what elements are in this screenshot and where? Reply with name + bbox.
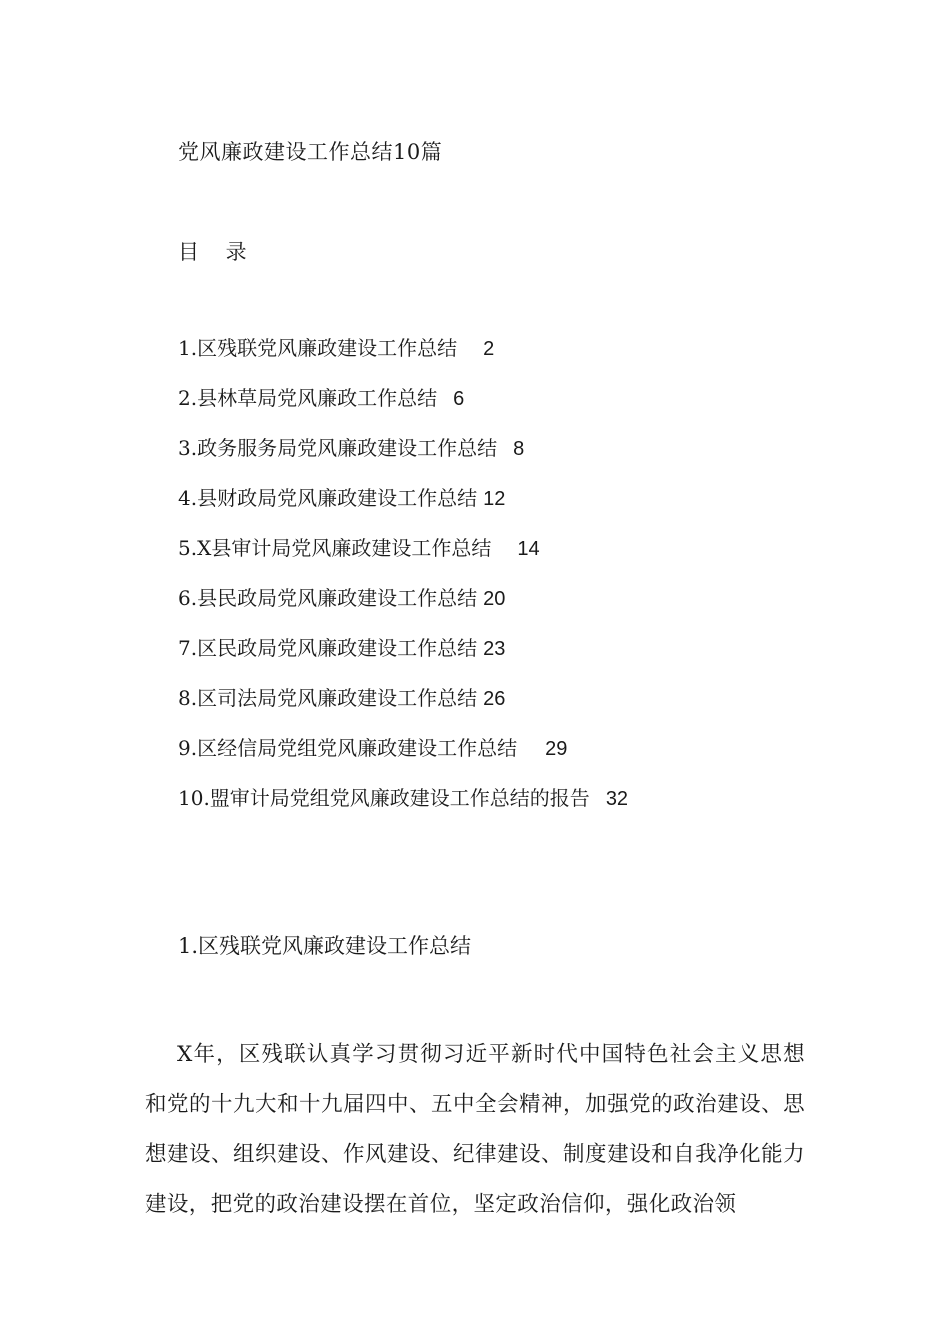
toc-item[interactable] [178, 484, 628, 534]
toc-item[interactable] [178, 534, 628, 584]
toc-item[interactable] [178, 784, 628, 834]
toc-item-page: 12 [483, 488, 506, 510]
toc-item-label: 2.县林草局党风廉政工作总结 [178, 386, 438, 410]
toc-item-page: 2 [483, 338, 495, 360]
toc-item[interactable] [178, 684, 628, 734]
toc-item-label: 7.区民政局党风廉政建设工作总结 [178, 636, 478, 660]
toc-item-label: 6.县民政局党风廉政建设工作总结 [178, 586, 478, 610]
toc-item-page: 32 [605, 788, 629, 810]
toc-item-page: 6 [453, 388, 465, 410]
toc-item-page: 26 [483, 688, 506, 710]
toc-item[interactable] [178, 334, 628, 384]
toc-item-label: 8.区司法局党风廉政建设工作总结 [178, 686, 478, 710]
table-of-contents [178, 334, 628, 834]
toc-item-label: 10.盟审计局党组党风廉政建设工作总结的报告 [178, 786, 590, 810]
section-heading: 1.区残联党风廉政建设工作总结 [178, 934, 472, 958]
toc-item[interactable] [178, 584, 628, 634]
toc-heading: 目 录 [178, 240, 257, 264]
toc-item-page: 23 [483, 638, 506, 660]
toc-item-label: 4.县财政局党风廉政建设工作总结 [178, 486, 478, 510]
body-paragraph: X年，区残联认真学习贯彻习近平新时代中国特色社会主义思想和党的十九大和十九届四中、五中全会精神，加强党的政治建设、思想建设、组织建设、作风建设、纪律建设、制度建设和自我净化能力建设，把党的政治建设摆在首位，坚定政治信仰，强化政治领 [145, 1042, 805, 1217]
toc-item-page: 20 [483, 588, 506, 610]
toc-item[interactable] [178, 734, 628, 784]
toc-item-label: 5.X县审计局党风廉政建设工作总结 [178, 536, 492, 560]
toc-item[interactable] [178, 434, 628, 484]
toc-item[interactable] [178, 634, 628, 684]
toc-item-page: 29 [545, 738, 568, 760]
toc-item-page: 8 [513, 438, 525, 460]
toc-item-label: 9.区经信局党组党风廉政建设工作总结 [178, 736, 518, 760]
toc-item-label: 1.区残联党风廉政建设工作总结 [178, 336, 458, 360]
toc-item-label: 3.政务服务局党风廉政建设工作总结 [178, 436, 498, 460]
toc-item[interactable] [178, 384, 628, 434]
document-title: 党风廉政建设工作总结10篇 [178, 140, 443, 164]
toc-item-page: 14 [517, 538, 540, 560]
